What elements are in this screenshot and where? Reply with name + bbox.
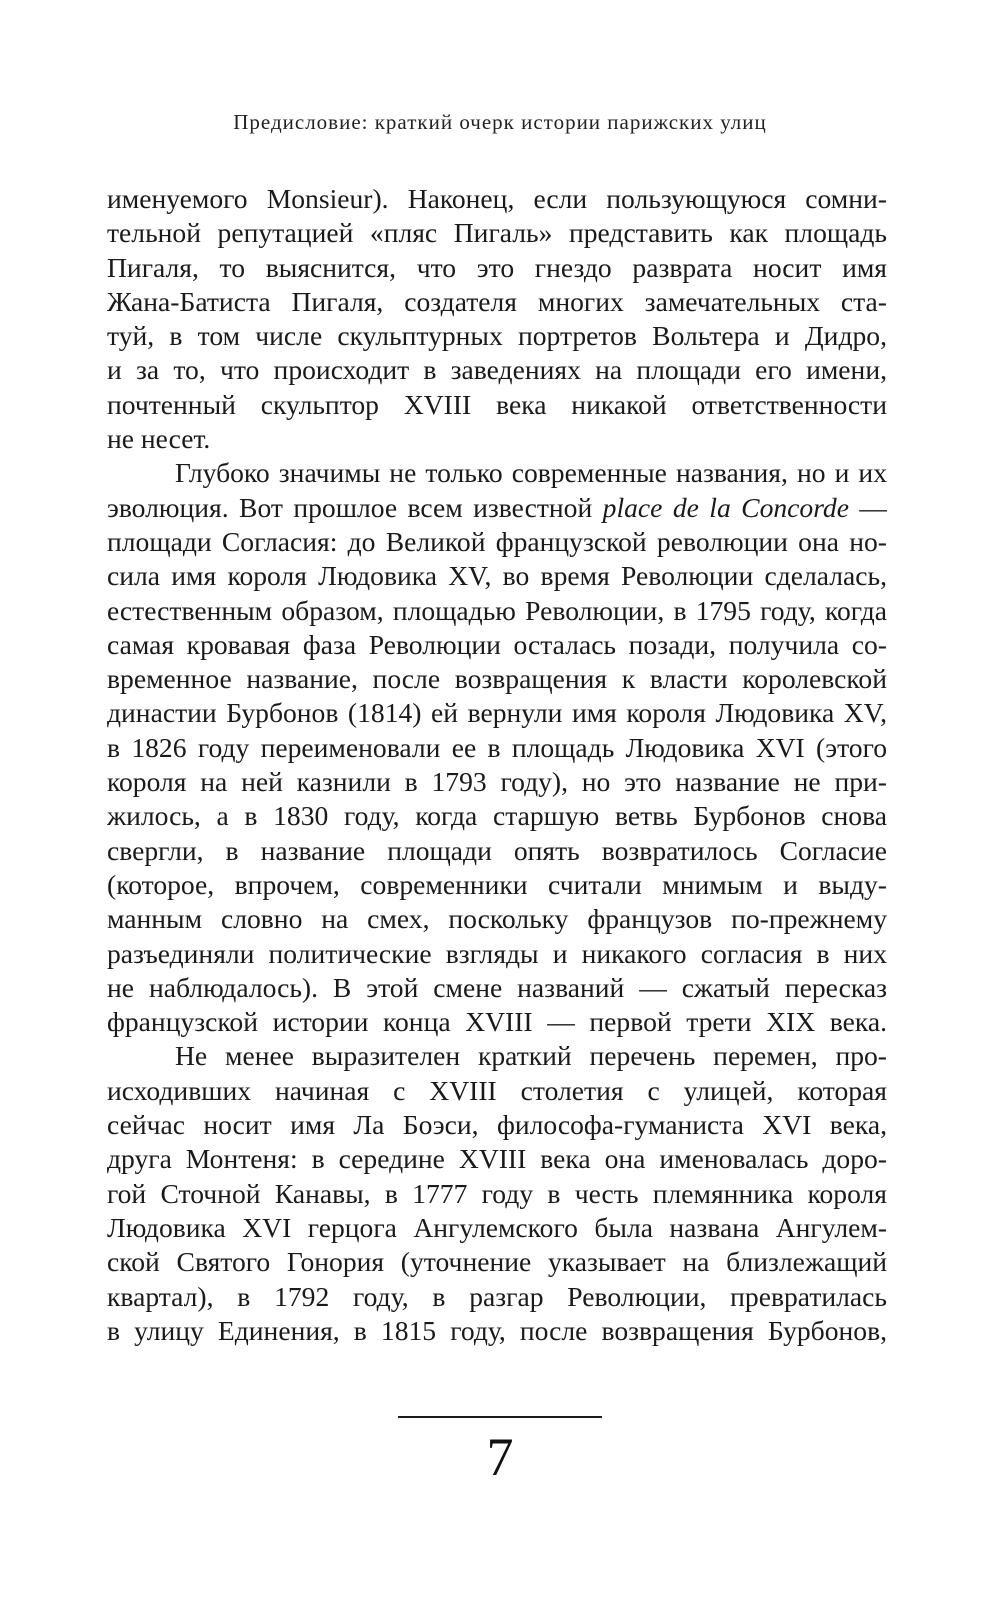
running-title: Предисловие: краткий очерк истории парижских улиц: [233, 110, 767, 134]
text-line: [107, 765, 887, 799]
text-line-content: площади Согласия: до Великой французской революции она но-: [107, 525, 887, 557]
text-line: [107, 285, 887, 319]
text-line-content: исходивших начиная с XVIII столетия с улицей, которая: [107, 1074, 887, 1106]
text-line: [107, 868, 887, 902]
text-line-content: друга Монтеня: в середине XVIII века она именовалась доро-: [107, 1143, 887, 1175]
text-line: [107, 594, 887, 628]
text-line: [107, 1245, 887, 1279]
text-line-content: в 1826 году переименовали ее в площадь Людовика XVI (этого: [107, 731, 887, 763]
text-line-content: сейчас носит имя Ла Боэси, философа-гуманиста XVI века,: [107, 1109, 887, 1141]
text-line: [107, 834, 887, 868]
text-line: [107, 1280, 887, 1314]
text-line-content: не несет.: [107, 423, 211, 455]
text-line: [107, 491, 887, 525]
text-line-content: Не менее выразителен краткий перечень перемен, про-: [175, 1040, 887, 1072]
text-line-content: свергли, в название площади опять возвратилось Согласие: [107, 834, 887, 866]
text-line-content: именуемого Monsieur). Наконец, если пользующуюся сомни-: [107, 183, 887, 214]
text-line-tail: —: [848, 491, 887, 523]
body-text: [107, 182, 887, 1348]
text-line: [107, 216, 887, 250]
text-line-content: не наблюдалось). В этой смене названий — сжатый пересказ: [107, 971, 887, 1003]
text-line: [107, 559, 887, 593]
folio-rule: [398, 1416, 602, 1418]
text-line-content: туй, в том числе скульптурных портретов Вольтера и Дидро,: [107, 320, 887, 352]
text-line: [107, 1177, 887, 1211]
text-line-content: короля на ней казнили в 1793 году), но это название не при-: [107, 766, 887, 798]
text-line-content: естественным образом, площадью Революции, в 1795 году, когда: [107, 594, 887, 626]
text-line-content: манным словно на смех, поскольку французов по-прежнему: [107, 903, 887, 935]
text-line: [107, 662, 887, 696]
text-line-content: династии Бурбонов (1814) ей вернули имя короля Людовика XV,: [107, 697, 887, 729]
text-line: [107, 731, 887, 765]
text-line: [107, 1074, 887, 1108]
text-line: [107, 456, 887, 490]
text-line: [107, 319, 887, 353]
text-line: [107, 1039, 887, 1073]
text-line-content: тельной репутацией «пляс Пигаль» представить как площадь: [107, 217, 887, 249]
text-line-content: французской истории конца XVIII — первой трети XIX века.: [107, 1006, 887, 1038]
text-line-content: почтенный скульптор XVIII века никакой ответственности: [107, 388, 887, 420]
text-line-content: в улицу Единения, в 1815 году, после возвращения Бурбонов,: [107, 1314, 887, 1346]
text-line-content: Глубоко значимы не только современные названия, но и их: [175, 457, 887, 489]
text-line-content: эволюция. Вот прошлое всем известной: [107, 491, 603, 523]
text-line: [107, 182, 887, 216]
text-line: [107, 251, 887, 285]
text-line: [107, 353, 887, 387]
text-line: [107, 1108, 887, 1142]
text-line: [107, 1314, 887, 1348]
text-line-content: Жана-Батиста Пигаля, создателя многих замечательных ста-: [107, 285, 887, 317]
text-line: [107, 937, 887, 971]
text-line: [107, 525, 887, 559]
text-line-content: разъединяли политические взгляды и никакого согласия в них: [107, 937, 887, 969]
text-line-content: Людовика XVI герцога Ангулемского была названа Ангулем-: [107, 1211, 887, 1243]
text-line: [107, 1142, 887, 1176]
text-line-content: и за то, что происходит в заведениях на площади его имени,: [107, 354, 887, 386]
text-line: [107, 799, 887, 833]
text-line-content: жилось, а в 1830 году, когда старшую ветвь Бурбонов снова: [107, 800, 887, 832]
text-line: [107, 628, 887, 662]
text-line: [107, 1211, 887, 1245]
italic-term: place de la Concorde: [602, 491, 849, 523]
text-line: [107, 1005, 887, 1039]
text-line-content: Пигаля, то выяснится, что это гнездо разврата носит имя: [107, 251, 887, 283]
text-line-content: временное название, после возвращения к власти королевской: [107, 663, 887, 695]
text-line: [107, 422, 887, 456]
text-line-content: сила имя короля Людовика XV, во время Революции сделалась,: [107, 560, 887, 592]
text-line-content: ской Святого Гонория (уточнение указывает на близлежащий: [107, 1246, 887, 1278]
text-line: [107, 902, 887, 936]
text-line: [107, 388, 887, 422]
text-line: [107, 696, 887, 730]
page-number: 7: [486, 1427, 514, 1487]
text-line-content: гой Сточной Канавы, в 1777 году в честь племянника короля: [107, 1177, 887, 1209]
text-line-content: (которое, впрочем, современники считали мнимым и выду-: [107, 868, 887, 900]
text-line: [107, 971, 887, 1005]
text-line-content: квартал), в 1792 году, в разгар Революции, превратилась: [107, 1280, 887, 1312]
text-line-content: самая кровавая фаза Революции осталась позади, получила со-: [107, 628, 887, 660]
